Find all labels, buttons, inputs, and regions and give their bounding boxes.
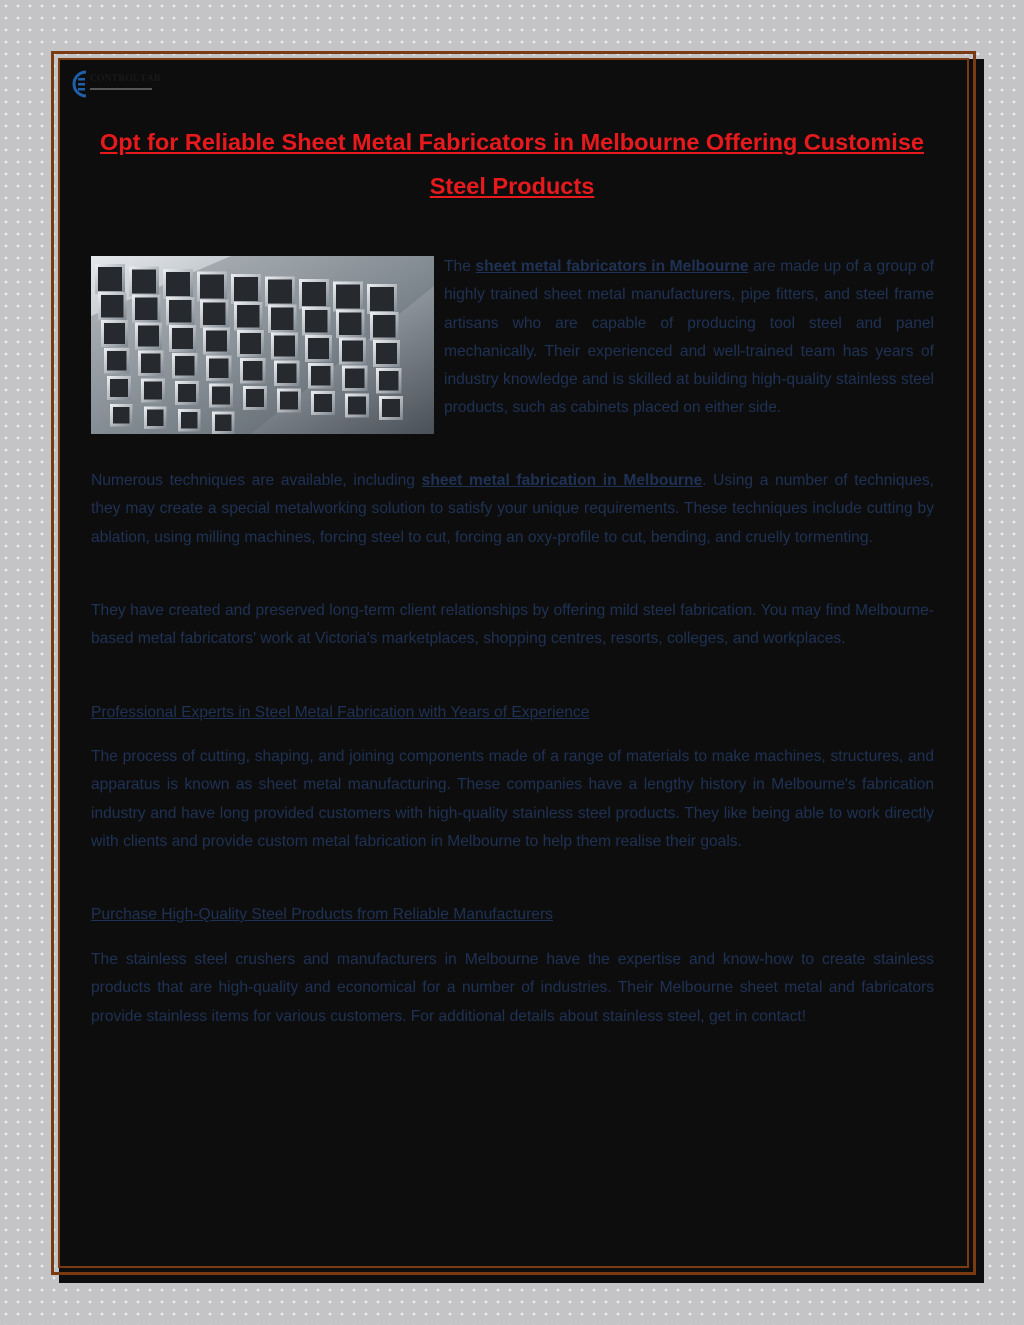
subheading-purchase-products: Purchase High-Quality Steel Products from Reliable Manufacturers (91, 906, 553, 923)
tube-hollow (342, 341, 363, 362)
tube-hollow (373, 315, 396, 338)
tube-hollow (280, 392, 298, 410)
subheading-professional-experts: Professional Experts in Steel Metal Fabrication with Years of Experience (91, 704, 590, 721)
tube-hollow (138, 326, 159, 347)
tube-hollow (314, 394, 332, 412)
page-title: Opt for Reliable Sheet Metal Fabricators in Melbourne Offering Customise Steel Products (100, 129, 924, 199)
tube-hollow (305, 310, 328, 333)
logo-text: CONTROL FAB (90, 74, 161, 84)
tube-hollow (101, 295, 124, 318)
tube-hollow (206, 331, 227, 352)
page-frame (51, 51, 976, 1275)
tube-hollow (268, 280, 292, 304)
tube-hollow (311, 366, 331, 386)
tube-hollow (382, 399, 400, 417)
tube-hollow (336, 285, 360, 309)
logo-divider (90, 88, 152, 90)
company-logo (72, 69, 161, 99)
tube-hollow (181, 412, 198, 429)
tube-hollow (144, 382, 162, 400)
tube-hollow (246, 389, 264, 407)
tube-hollow (110, 379, 128, 397)
tube-hollow (98, 267, 122, 291)
page-frame-inner (58, 58, 969, 1268)
tube-hollow (308, 338, 329, 359)
tube-hollow (379, 371, 399, 391)
tube-hollow (169, 300, 192, 323)
steel-tubes-image (91, 256, 434, 434)
paragraph-stainless-steel: The stainless steel crushers and manufacturers in Melbourne have the expertise and know-how to create stainless products that are high-quality and economical for a number of industries. Their Melbourne sheet metal and fabricators provide stainless items for various customers. For additional details about stainless steel, get in contact! (91, 951, 934, 1025)
tube-hollow (178, 384, 196, 402)
tube-hollow (345, 369, 365, 389)
tube-hollow (234, 277, 258, 301)
tube-hollow (203, 303, 226, 326)
tube-hollow (172, 328, 193, 349)
tube-hollow (271, 308, 294, 331)
tube-hollow (200, 275, 224, 299)
tube-hollow (370, 287, 394, 311)
tube-hollow (135, 298, 158, 321)
tube-hollow (237, 305, 260, 328)
intro-paragraph: The sheet metal fabricators in Melbourne are made up of a group of highly trained sheet metal manufacturers, pipe fitters, and steel frame artisans who are capable of producing tool steel and panel mechanically. Their experienced and well-trained team has years of industry knowledge and is skilled at building high-quality stainless steel products, such as cabinets placed on either side. (444, 258, 934, 417)
link-sheet-metal-fabrication[interactable]: sheet metal fabrication in Melbourne (421, 472, 703, 489)
tube-hollow (215, 415, 232, 432)
tube-hollow (141, 354, 161, 374)
tube-hollow (212, 387, 230, 405)
logo-icon (72, 69, 90, 99)
tube-hollow (209, 359, 229, 379)
paragraph-techniques: Numerous techniques are available, including sheet metal fabrication in Melbourne. Using a number of techniques, they may create a special metalworking solution to satisfy your unique requirements. These techniques include cutting by ablation, using milling machines, forcing steel to cut, forcing an oxy-profile to cut, bending, and cruelly tormenting. (91, 472, 934, 546)
tube-hollow (376, 343, 397, 364)
tube-hollow (274, 336, 295, 357)
tube-hollow (277, 364, 297, 384)
tube-hollow (107, 351, 127, 371)
tube-hollow (113, 407, 130, 424)
tube-hollow (348, 397, 366, 415)
link-sheet-metal-fabricators[interactable]: sheet metal fabricators in Melbourne (475, 258, 749, 275)
paragraph-relationships: They have created and preserved long-term client relationships by offering mild steel fabrication. You may find Melbourne-based metal fabricators' work at Victoria's marketplaces, shopping centres, resorts, colleges, and workplaces. (91, 602, 934, 648)
tube-hollow (132, 270, 156, 294)
tube-hollow (339, 313, 362, 336)
tube-hollow (175, 356, 195, 376)
paragraph-process: The process of cutting, shaping, and joining components made of a range of materials to make machines, structures, and apparatus is known as sheet metal manufacturing. These companies have a lengthy history in Melbourne's fabrication industry and have long provided customers with high-quality stainless steel products. They like being able to work directly with clients and provide custom metal fabrication in Melbourne to help them realise their goals. (91, 748, 934, 850)
tube-hollow (302, 282, 326, 306)
tube-hollow (243, 361, 263, 381)
tube-hollow (166, 272, 190, 296)
tube-hollow (147, 410, 164, 427)
tube-hollow (104, 323, 125, 344)
tube-hollow (240, 333, 261, 354)
